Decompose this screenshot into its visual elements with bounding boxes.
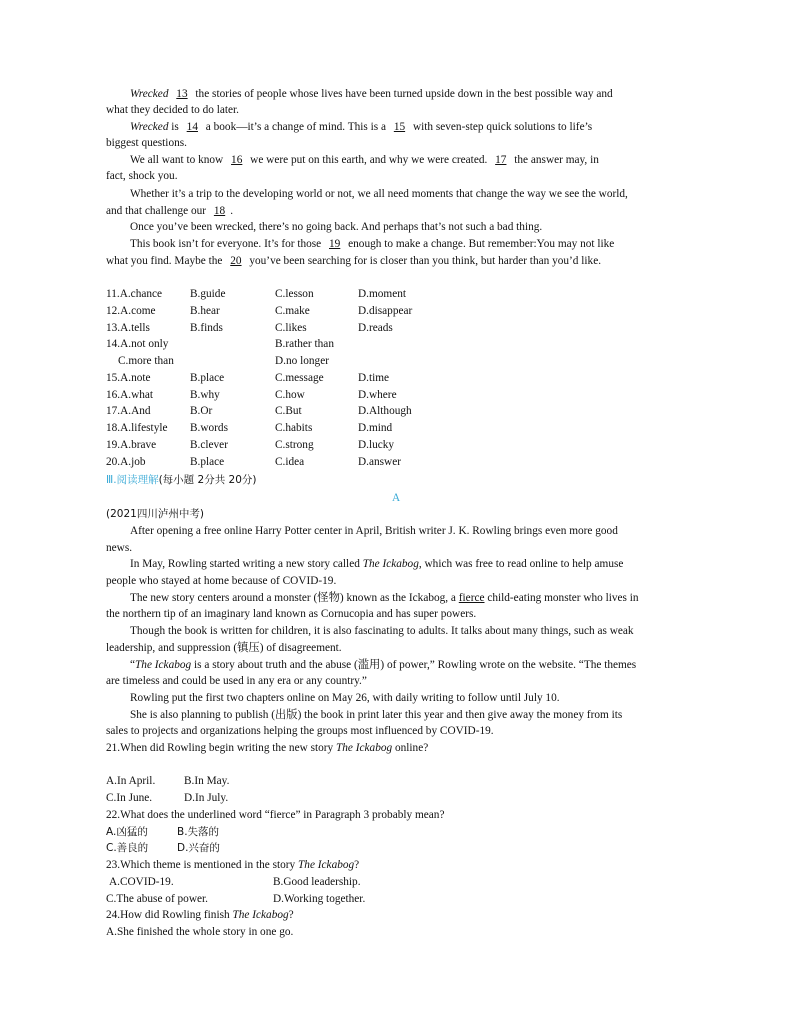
option: C.how (275, 389, 305, 401)
passage-source: (2021四川泸州中考) (106, 508, 204, 520)
choice: B.Good leadership. (273, 876, 361, 888)
cloze-line: This book isn’t for everyone. It’s for those 19 enough to make a change. But remember:You may not like (130, 238, 615, 250)
option: 17.A.And (106, 405, 151, 417)
option: D.disappear (358, 305, 413, 317)
option: 11.A.chance (106, 288, 163, 300)
passage-line: In May, Rowling started writing a new story called The Ickabog, which was free to read online to help amuse (130, 558, 624, 570)
cloze-line: and that challenge our 18 . (106, 205, 234, 217)
option: B.Or (190, 405, 213, 417)
section-heading: Ⅲ.阅读理解(每小题 2分共 20分) (106, 474, 257, 486)
option: C.strong (275, 439, 314, 451)
blank-15: 15 (393, 121, 406, 133)
cloze-line: Wrecked 13 the stories of people whose lives have been turned upside down in the best possible way and (130, 88, 613, 100)
option: 20.A.job (106, 456, 146, 468)
option: D.answer (358, 456, 401, 468)
question-24: 24.How did Rowling finish The Ickabog? (106, 909, 294, 921)
question-21: 21.When did Rowling begin writing the new story The Ickabog online? (106, 742, 429, 754)
passage-line: leadership, and suppression (镇压) of disagreement. (106, 642, 342, 654)
option: D.mind (358, 422, 393, 434)
option: C.But (275, 405, 302, 417)
cloze-line: what they decided to do later. (106, 104, 240, 116)
option: B.words (190, 422, 228, 434)
passage-line: people who stayed at home because of COVID-19. (106, 575, 337, 587)
cloze-line: what you find. Maybe the 20 you’ve been searching for is closer than you think, but harder than you’d like. (106, 255, 602, 267)
option: C.message (275, 372, 324, 384)
choice: D.Working together. (273, 893, 366, 905)
option: D.reads (358, 322, 393, 334)
question-22: 22.What does the underlined word “fierce” in Paragraph 3 probably mean? (106, 809, 445, 821)
question-23: 23.Which theme is mentioned in the story The Ickabog? (106, 859, 360, 871)
option: C.likes (275, 322, 307, 334)
blank-20: 20 (230, 255, 242, 267)
passage-line: news. (106, 542, 133, 554)
option: B.place (190, 372, 225, 384)
option: D.moment (358, 288, 407, 300)
passage-line: After opening a free online Harry Potter center in April, British writer J. K. Rowling brings even more good (130, 525, 618, 537)
cloze-line: Wrecked is 14 a book—it’s a change of mind. This is a 15 with seven-step quick solutions to life’s (130, 121, 593, 133)
option: B.finds (190, 322, 223, 334)
choice: A.She finished the whole story in one go. (106, 926, 294, 938)
option: B.clever (190, 439, 228, 451)
cloze-line: We all want to know 16 we were put on this earth, and why we were created. 17 the answer may, in (130, 154, 599, 166)
cloze-line: fact, shock you. (106, 170, 178, 182)
option: C.more than (118, 355, 174, 367)
option: D.time (358, 372, 390, 384)
cloze-line: Once you’ve been wrecked, there’s no going back. And perhaps that’s not such a bad thing. (130, 221, 543, 233)
passage-line: Rowling put the first two chapters online on May 26, with daily writing to follow until July 10. (130, 692, 560, 704)
option: 13.A.tells (106, 322, 150, 334)
choice: B.失落的 (177, 826, 220, 838)
passage-line: Though the book is written for children, it is also fascinating to adults. It talks about many things, such as weak (130, 625, 634, 637)
option: D.where (358, 389, 397, 401)
option: B.hear (190, 305, 220, 317)
cloze-line: biggest questions. (106, 137, 187, 149)
blank-13: 13 (176, 88, 188, 100)
underlined-word: fierce (458, 592, 485, 604)
choice: A.COVID-19. (109, 876, 174, 888)
option: B.rather than (275, 338, 334, 350)
choice: C.善良的 (106, 842, 149, 854)
choice: B.In May. (184, 775, 230, 787)
option: C.habits (275, 422, 313, 434)
choice: C.In June. (106, 792, 153, 804)
blank-19: 19 (329, 238, 341, 250)
choice: D.兴奋的 (177, 842, 220, 854)
option: B.place (190, 456, 225, 468)
passage-line: the northern tip of an imaginary land known as Cornucopia and has super powers. (106, 608, 477, 620)
option: D.Although (358, 405, 412, 417)
option: 14.A.not only (106, 338, 169, 350)
option: B.guide (190, 288, 226, 300)
option: C.lesson (275, 288, 314, 300)
choice: D.In July. (184, 792, 229, 804)
blank-17: 17 (495, 154, 507, 166)
blank-16: 16 (231, 154, 243, 166)
cloze-line: Whether it’s a trip to the developing world or not, we all need moments that change the way we see the world, (130, 188, 628, 200)
option: C.idea (275, 456, 305, 468)
passage-letter: A (392, 492, 401, 504)
blank-18: 18 (213, 205, 226, 217)
option: 18.A.lifestyle (106, 422, 168, 434)
choice: A.凶猛的 (106, 826, 148, 838)
option: C.make (275, 305, 310, 317)
blank-14: 14 (186, 121, 198, 133)
option: B.why (190, 389, 220, 401)
choice: A.In April. (106, 775, 156, 787)
choice: C.The abuse of power. (106, 893, 208, 905)
passage-line: “The Ickabog is a story about truth and the abuse (滥用) of power,” Rowling wrote on the website. “The themes (130, 659, 637, 671)
option: 15.A.note (106, 372, 151, 384)
option: 16.A.what (106, 389, 154, 401)
option: D.no longer (275, 355, 329, 367)
passage-line: sales to projects and organizations helping the groups most influenced by COVID-19. (106, 725, 494, 737)
passage-line: are timeless and could be used in any era or any country.” (106, 675, 367, 687)
option: D.lucky (358, 439, 395, 451)
passage-line: The new story centers around a monster (怪物) known as the Ickabog, a fierce child-eating monster who lives in (130, 592, 639, 604)
option: 19.A.brave (106, 439, 157, 451)
passage-line: She is also planning to publish (出版) the book in print later this year and then give away the money from its (130, 709, 623, 721)
option: 12.A.come (106, 305, 156, 317)
